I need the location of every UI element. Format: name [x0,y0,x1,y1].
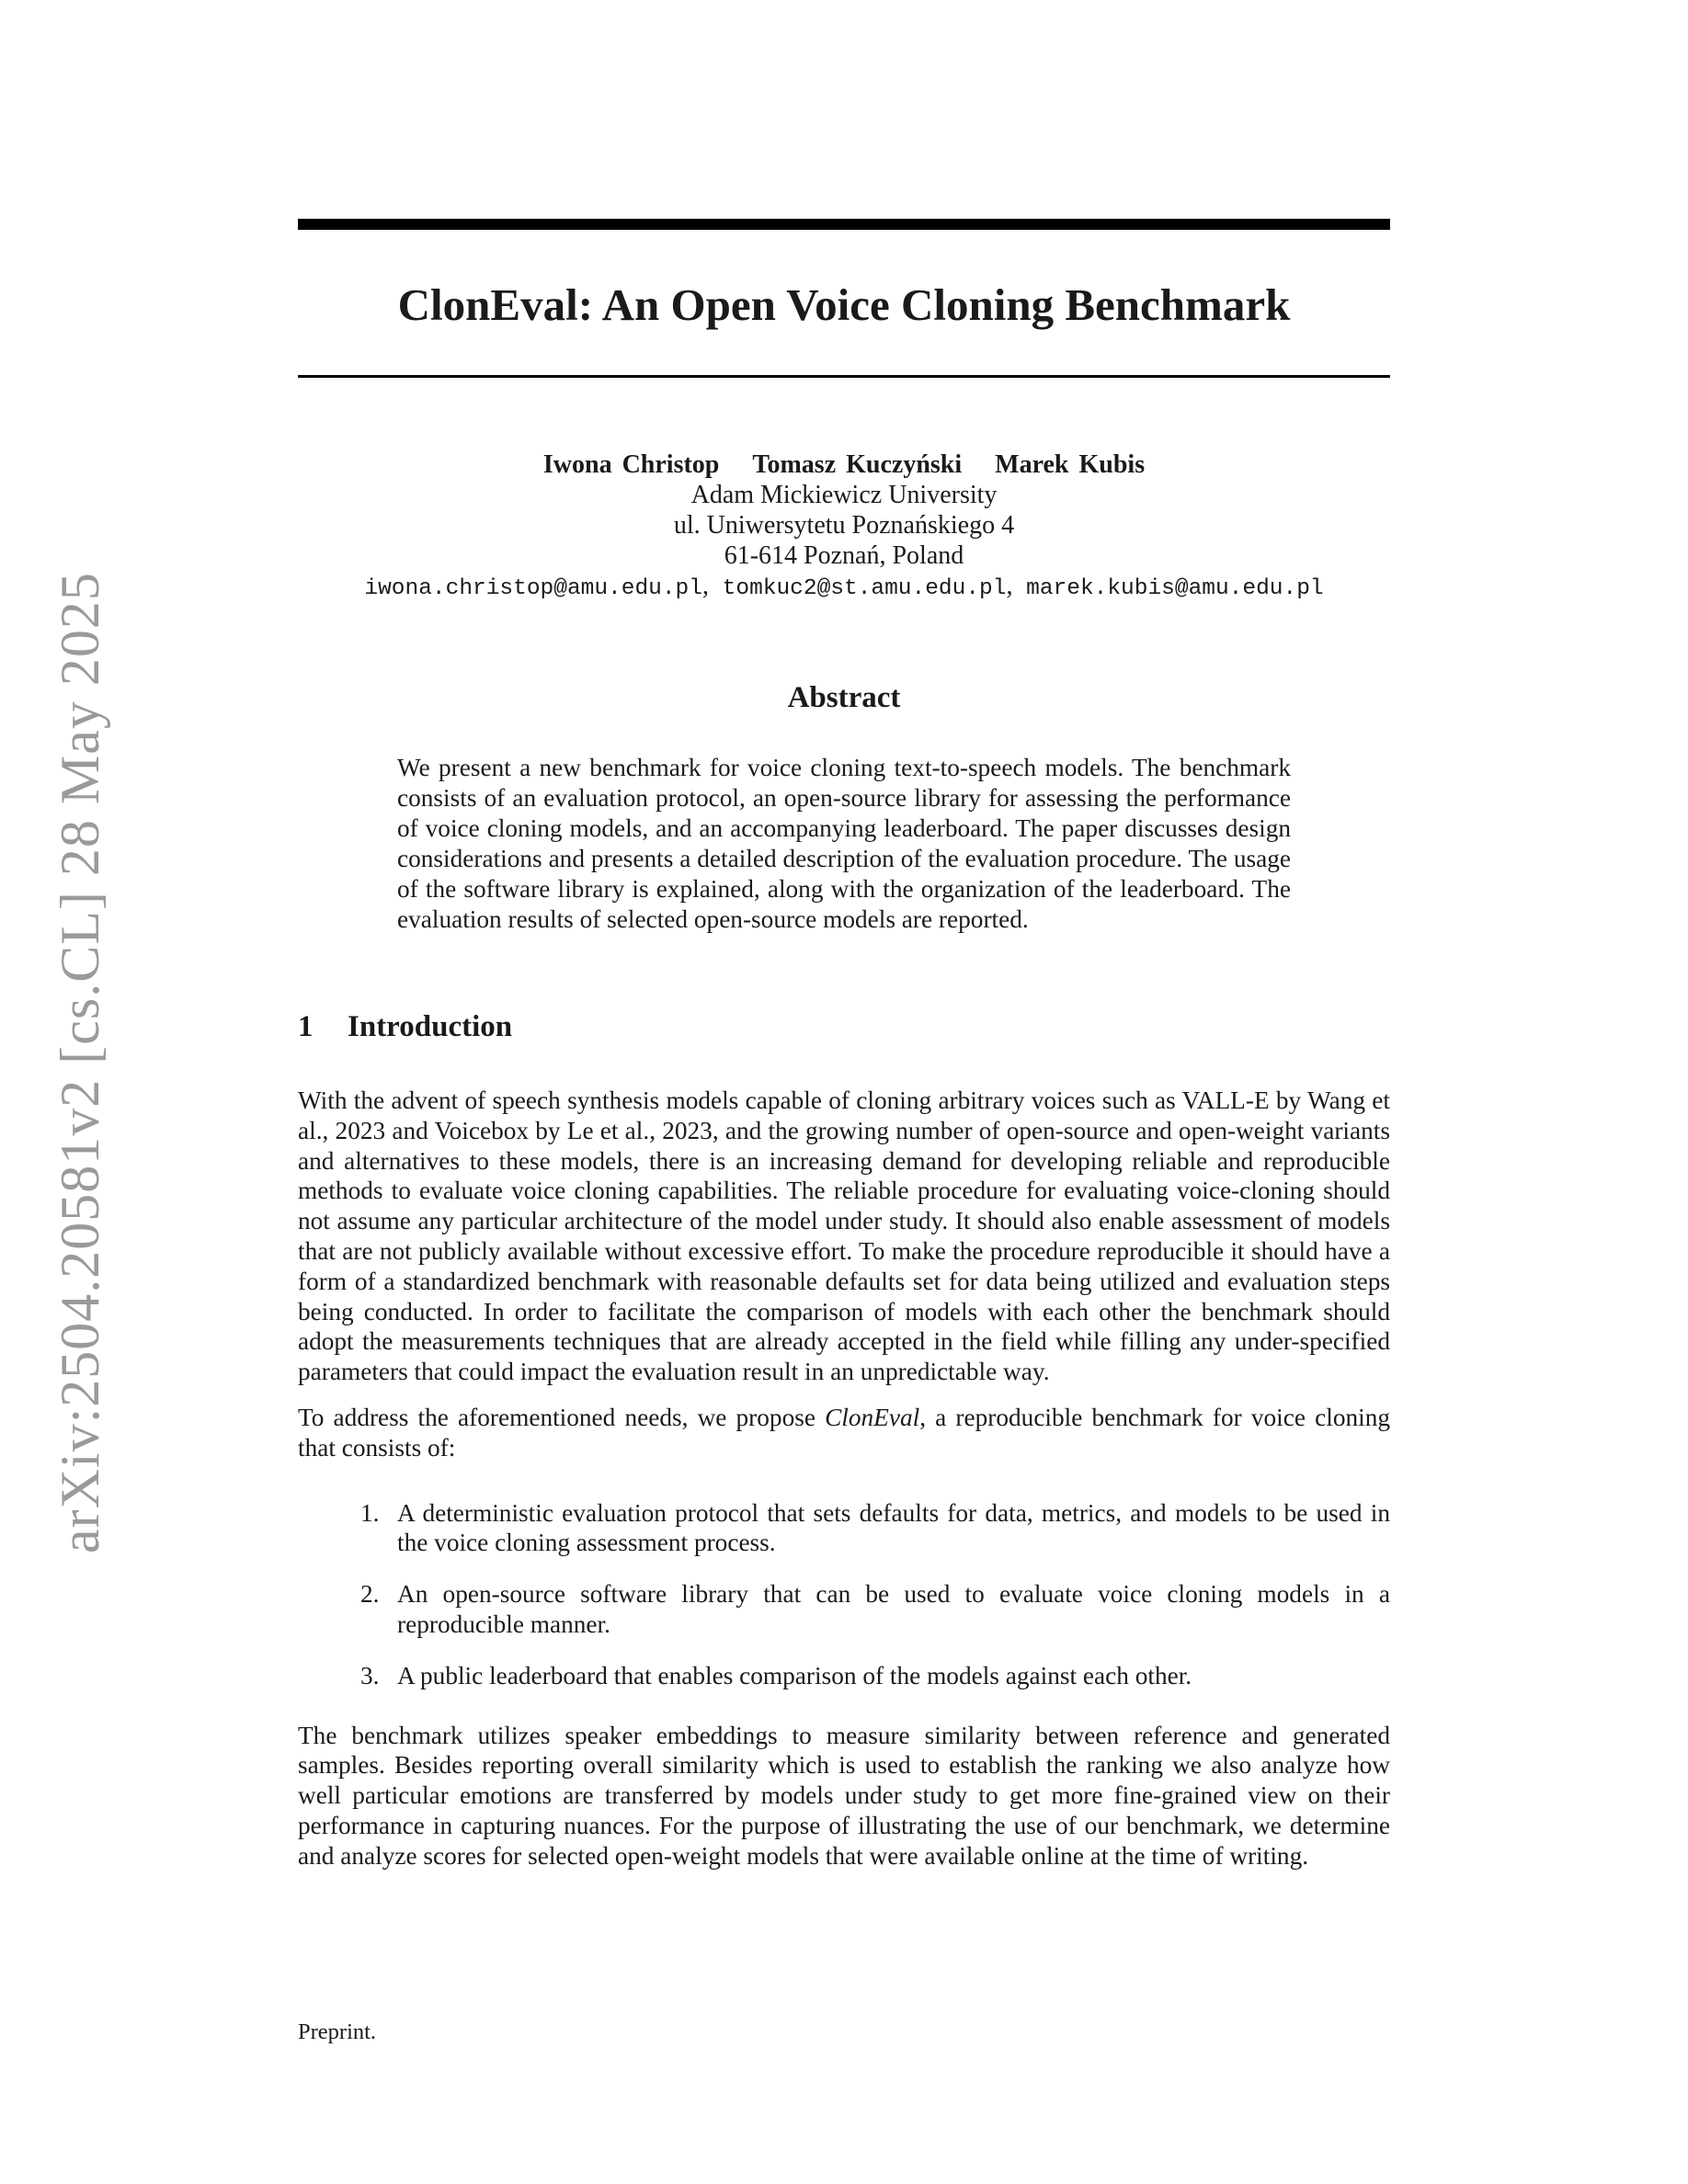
benchmark-name: ClonEval [825,1403,920,1431]
list-text: An open-source software library that can be used to evaluate voice cloning models in a reproducible manner. [397,1580,1390,1638]
contribution-list [298,1498,1390,1691]
list-item [298,1579,1390,1640]
email-separator: , [701,572,709,600]
list-item [298,1498,1390,1559]
list-item [298,1661,1390,1691]
email: iwona.christop@amu.edu.pl [364,576,702,601]
address-line: ul. Uniwersytetu Poznańskiego 4 [673,511,1015,540]
section-title: Introduction [348,1010,513,1043]
paper-title: ClonEval: An Open Voice Cloning Benchmark [397,279,1291,330]
author-names [298,449,1390,480]
arxiv-side-stamp: arXiv:2504.20581v2 [cs.CL] 28 May 2025 [50,572,110,1553]
address-line: 61-614 Poznań, Poland [724,541,964,570]
paragraph-text: To address the aforementioned needs, we propose [298,1403,826,1431]
author-emails [298,571,1390,604]
email: marek.kubis@amu.edu.pl [1026,576,1324,601]
section-number: 1 [298,1010,314,1043]
abstract-heading: Abstract [787,681,901,714]
list-text: A public leaderboard that enables comparison of the models against each other. [397,1661,1192,1689]
abstract-text: We present a new benchmark for voice cloning text-to-speech models. The benchmark consists of an evaluation protocol, an open-source library for assessing the performance of voice cloning models, and an accompanying leaderboard. The paper discusses design considerations and presents a detailed description of the evaluation procedure. The usage of the software library is explained, along with the organization of the leaderboard. The evaluation results of selected open-source models are reported. [397,754,1291,933]
body-paragraph: The benchmark utilizes speaker embeddings to measure similarity between reference and generated samples. Besides reporting overall similarity which is used to establish the ranking we also analyze how well particular emotions are transferred by models under study to get more fine-grained view on their performance in capturing nuances. For the purpose of illustrating the use of our benchmark, we determine and analyze scores for selected open-weight models that were available online at the time of writing. [298,1721,1390,1870]
footer-note: Preprint. [298,2019,377,2044]
email-separator: , [1006,572,1013,600]
author-name: Marek Kubis [995,450,1146,479]
list-number: 2. [360,1580,380,1609]
author-block [298,449,1390,604]
list-text: A deterministic evaluation protocol that sets defaults for data, metrics, and models to be used in the voice cloning assessment process. [397,1498,1390,1557]
title-bottom-rule [298,375,1390,378]
title-top-rule [298,219,1390,230]
paper-content [298,219,1390,1871]
author-name: Tomasz Kuczyński [752,450,963,479]
section-heading [298,1008,1390,1045]
email: tomkuc2@st.amu.edu.pl [722,576,1007,601]
list-number: 3. [360,1661,380,1689]
body-paragraph: With the advent of speech synthesis models capable of cloning arbitrary voices such as VALL-E by Wang et al., 2023 and Voicebox by Le et al., 2023, and the growing number of open-source and open-weight variants and alternatives to these models, there is an increasing demand for developing reliable and reproducible methods to evaluate voice cloning capabilities. The reliable procedure for evaluating voice-cloning should not assume any particular architecture of the model under study. It should also enable assessment of models that are not publicly available without excessive effort. To make the procedure reproducible it should have a form of a standardized benchmark with reasonable defaults set for data being utilized and evaluation steps being conducted. In order to facilitate the comparison of models with each other the benchmark should adopt the measurements techniques that are already accepted in the field while filling any under-specified parameters that could impact the evaluation result in an unpredictable way. [298,1086,1390,1386]
paragraph-text: , a reproducible benchmark for voice cloning that consists of: [298,1403,1390,1462]
list-number: 1. [360,1498,380,1527]
author-name: Iwona Christop [542,450,720,479]
affiliation: Adam Mickiewicz University [690,481,998,509]
body-paragraph [298,1403,1390,1463]
